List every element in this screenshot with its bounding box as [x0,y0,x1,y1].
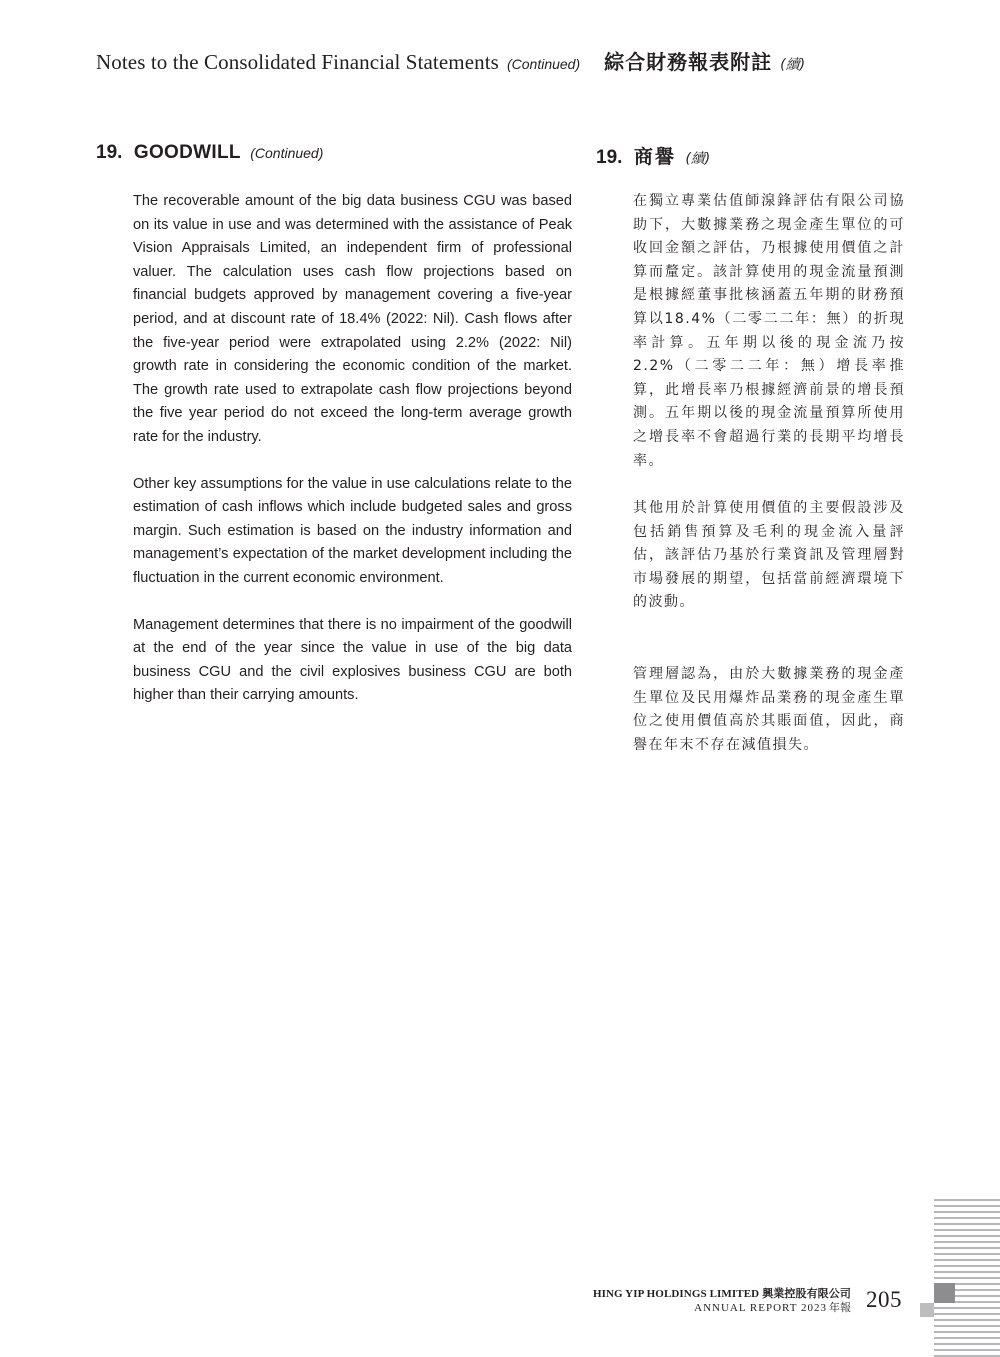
footer-report-zh: 年報 [829,1301,851,1314]
footer-report-en: ANNUAL REPORT 2023 [694,1302,827,1314]
section-continued-en: (Continued) [250,145,324,161]
footer-company-zh: 興業控股有限公司 [762,1287,851,1300]
paragraph-zh-3: 管理層認為，由於大數據業務的現金產生單位及民用爆炸品業務的現金產生單位之使用價值高於其賬面值，因此，商譽在年末不存在減值損失。 [633,666,905,753]
running-header-continued-en: (Continued) [506,56,581,72]
footer-company-en: HING YIP HOLDINGS LIMITED [592,1288,760,1300]
running-header-title-en: Notes to the Consolidated Financial Statements [96,50,499,74]
section-continued-zh: (續) [685,151,711,167]
footer-company [593,1287,851,1301]
english-column [133,190,572,731]
decorative-square-light [920,1303,934,1317]
running-header-title-zh: 綜合財務報表附註 [604,50,773,74]
section-number-zh: 19. [596,147,623,168]
footer-report [593,1301,851,1315]
paragraph-en-3: Management determines that there is no impairment of the goodwill at the end of the year since the value in use of the big data business CGU and the civil explosives business CGU are both higher than their carrying amounts. [133,616,572,704]
paragraph-zh-1: 在獨立專業估值師湶鋒評估有限公司協助下，大數據業務之現金產生單位的可收回金額之評估，乃根據使用價值之計算而釐定。該計算使用的現金流量預測是根據經董事批核涵蓋五年期的財務預算以18.4%（二零二二年：無）的折現率計算。五年期以後的現金流乃按2.2%（二零二二年：無）增長率推算，此增長率乃根據經濟前景的增長預測。五年期以後的現金流量預算所使用之增長率不會超過行業的長期平均增長率。 [633,193,905,469]
page-number: 205 [866,1287,902,1312]
paragraph-en-2: Other key assumptions for the value in use calculations relate to the estimation of cash inflows which include budgeted sales and gross margin. Such estimation is based on the industry information and management’s expectation of the market development including the fluctuation in the current economic environment. [133,475,572,586]
footer [593,1287,851,1315]
paragraph-en-1: The recoverable amount of the big data business CGU was based on its value in use and was determined with the assistance of Peak Vision Appraisals Limited, an independent firm of professional valuer. The calculation uses cash flow projections based on financial budgets approved by management covering a five-year period, and at discount rate of 18.4% (2022: Nil). Cash flows after the five-year period were extrapolated using 2.2% (2022: Nil) growth rate in considering the economic condition of the market. The growth rate used to extrapolate cash flow projections beyond the five year period do not exceed the long-term average growth rate for the industry. [133,193,572,445]
decorative-stripes [934,1199,1000,1357]
running-header [96,46,805,75]
section-number-en: 19. [96,142,123,163]
decorative-square-dark [934,1283,955,1303]
running-header-continued-zh: (續) [780,57,806,73]
paragraph-zh-2: 其他用於計算使用價值的主要假設涉及包括銷售預算及毛利的現金流入量評估，該評估乃基於行業資訊及管理層對市場發展的期望，包括當前經濟環境下的波動。 [633,500,905,611]
section-heading-en [96,142,323,164]
section-title-en: GOODWILL [133,142,241,163]
section-heading-zh [596,142,710,169]
chinese-column [633,190,905,757]
section-title-zh: 商譽 [633,146,676,168]
